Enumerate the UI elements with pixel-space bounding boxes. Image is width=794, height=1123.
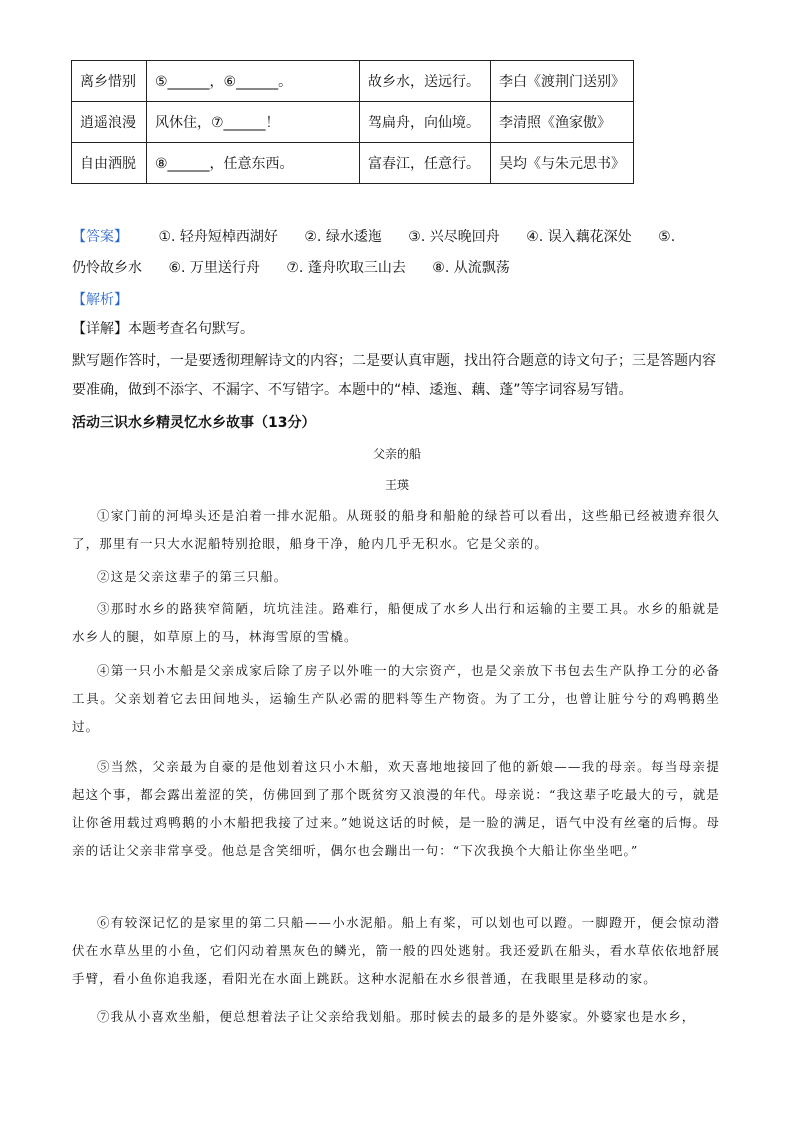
activity-heading: 活动三识水乡精灵忆水乡故事（13分） bbox=[72, 415, 316, 431]
table-cell: ⑤______，⑥______。 bbox=[147, 61, 360, 102]
table-cell: 故乡水，送远行。 bbox=[360, 61, 491, 102]
story-title: 父亲的船 bbox=[372, 447, 421, 461]
story-paragraph: ⑥有较深记忆的是家里的第二只船——小水泥船。船上有桨，可以划也可以蹬。一脚蹬开，便会惊动潜伏在水草丛里的小鱼，它们闪动着黑灰色的鳞光，箭一般的四处逃射。我还爱趴在船头，看水草依依地舒展手臂，看小鱼你追我逐，看阳光在水面上跳跃。这种水泥船在水乡很普通，在我眼里是移动的家。 bbox=[72, 915, 720, 986]
answer-tag: 【答案】 bbox=[72, 229, 128, 245]
table-cell: 离乡惜别 bbox=[72, 61, 147, 102]
table-row bbox=[72, 143, 634, 184]
table-cell: 驾扁舟，向仙境。 bbox=[360, 102, 491, 143]
answer-line-1 bbox=[72, 226, 675, 246]
answer-item: ②. 绿水逶迤 bbox=[304, 229, 382, 245]
answer-item: 仍怜故乡水 bbox=[72, 260, 142, 276]
story-author: 王瑛 bbox=[384, 478, 409, 492]
table-cell: 李清照《渔家傲》 bbox=[491, 102, 634, 143]
poem-table bbox=[71, 60, 634, 184]
analysis-tag-line bbox=[72, 289, 154, 309]
table-cell: 风休住，⑦______！ bbox=[147, 102, 360, 143]
table-cell: 自由洒脱 bbox=[72, 143, 147, 184]
table-cell: 逍遥浪漫 bbox=[72, 102, 147, 143]
story-paragraph: ⑤当然，父亲最为自豪的是他划着这只小木船，欢天喜地地接回了他的新娘——我的母亲。每当母亲提起这个事，都会露出羞涩的笑，仿佛回到了那个既贫穷又浪漫的年代。母亲说：“我这辈子吃最大的亏，就是让你爸用载过鸡鸭鹅的小木船把我接了过来。”她说这话的时候，是一脸的满足，语气中没有丝毫的后悔。母亲的话让父亲非常享受。他总是含笑细听，偶尔也会蹦出一句：“下次我换个大船让你坐坐吧。” bbox=[72, 759, 720, 858]
table-row bbox=[72, 61, 634, 102]
story-paragraph: ④第一只小木船是父亲成家后除了房子以外唯一的大宗资产，也是父亲放下书包去生产队挣工分的必备工具。父亲划着它去田间地头，运输生产队必需的肥料等生产物资。为了工分，也曾让脏兮兮的鸡鸭鹅坐过。 bbox=[72, 663, 720, 734]
story-paragraph: ⑦我从小喜欢坐船，便总想着法子让父亲给我划船。那时候去的最多的是外婆家。外婆家也是水乡， bbox=[97, 1009, 696, 1024]
answer-line-2 bbox=[72, 257, 532, 277]
analysis-body-line-2: 要准确，做到不添字、不漏字、不写错字。本题中的“棹、逶迤、藕、蓬”等字词容易写错。 bbox=[72, 382, 633, 398]
answer-item: ③. 兴尽晚回舟 bbox=[408, 229, 500, 245]
answer-item: ①. 轻舟短棹西湖好 bbox=[158, 229, 278, 245]
answer-item: ⑤. bbox=[658, 229, 676, 245]
story-paragraph: ①家门前的河埠头还是泊着一排水泥船。从斑驳的船身和船舱的绿苔可以看出，这些船已经被遗弃很久了，那里有一只大水泥船特别抢眼，船身干净，舱内几乎无积水。它是父亲的。 bbox=[72, 508, 720, 551]
story-paragraph: ③那时水乡的路狭窄简陋，坑坑洼洼。路难行，船便成了水乡人出行和运输的主要工具。水乡的船就是水乡人的腿，如草原上的马，林海雪原的雪橇。 bbox=[72, 601, 720, 644]
story-paragraph: ②这是父亲这辈子的第三只船。 bbox=[97, 569, 288, 584]
answer-item: ⑧. 从流飘荡 bbox=[432, 260, 510, 276]
analysis-detail: 【详解】本题考查名句默写。 bbox=[72, 321, 254, 337]
table-cell: ⑧______，任意东西。 bbox=[147, 143, 360, 184]
answer-item: ⑥. 万里送行舟 bbox=[168, 260, 260, 276]
table-cell: 富春江，任意行。 bbox=[360, 143, 491, 184]
table-cell: 李白《渡荆门送别》 bbox=[491, 61, 634, 102]
analysis-tag: 【解析】 bbox=[72, 292, 128, 308]
analysis-body-line-1: 默写题作答时，一是要透彻理解诗文的内容；二是要认真审题，找出符合题意的诗文句子；三是答题内容 bbox=[72, 353, 716, 369]
table-row bbox=[72, 102, 634, 143]
answer-item: ⑦. 蓬舟吹取三山去 bbox=[286, 260, 406, 276]
table-cell: 吴均《与朱元思书》 bbox=[491, 143, 634, 184]
answer-item: ④. 误入藕花深处 bbox=[526, 229, 632, 245]
